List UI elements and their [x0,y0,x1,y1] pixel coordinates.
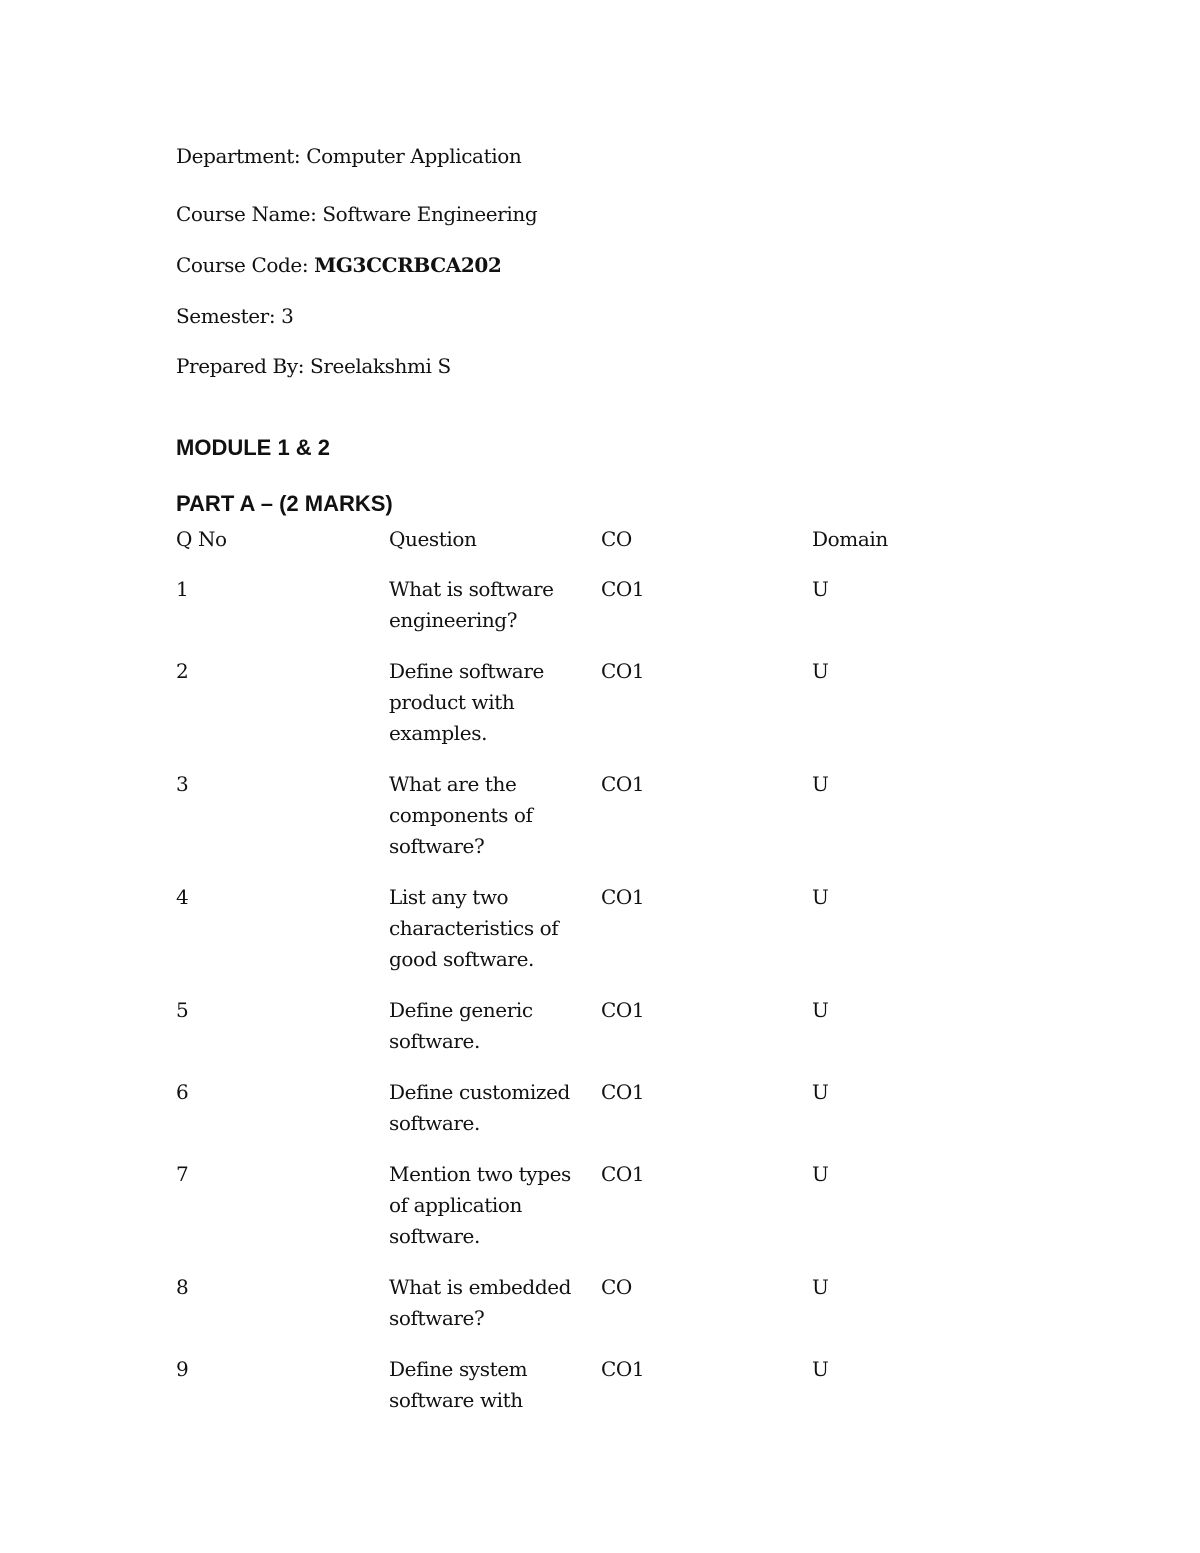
question-text: Define software product with examples. [389,659,544,745]
question-co: CO1 [601,998,645,1022]
question-domain: U [812,1162,829,1186]
question-domain: U [812,1357,829,1381]
question-number: 6 [176,1080,189,1104]
column-header-domain: Domain [812,527,888,551]
question-domain: U [812,1080,829,1104]
question-domain: U [812,577,829,601]
semester-line [176,303,293,329]
department-line [176,143,521,169]
question-co: CO [601,1275,632,1299]
question-domain: U [812,998,829,1022]
question-text: What are the components of software? [389,772,533,858]
question-number: 7 [176,1162,189,1186]
department-label: Department: [176,144,301,168]
question-co: CO1 [601,577,645,601]
question-domain: U [812,659,829,683]
prepared-by-value: Sreelakshmi S [310,354,451,378]
question-domain: U [812,772,829,796]
department-value: Computer Application [306,144,522,168]
question-number: 9 [176,1357,189,1381]
question-co: CO1 [601,1080,645,1104]
question-co: CO1 [601,885,645,909]
question-co: CO1 [601,1357,645,1381]
question-domain: U [812,885,829,909]
course-name-value: Software Engineering [322,202,538,226]
course-name-label: Course Name: [176,202,317,226]
question-text: Define generic software. [389,998,533,1053]
question-number: 2 [176,659,189,683]
module-title: MODULE 1 & 2 [176,435,331,460]
course-code-value: MG3CCRBCA202 [314,253,502,277]
question-co: CO1 [601,1162,645,1186]
course-code-label: Course Code: [176,253,309,277]
question-domain: U [812,1275,829,1299]
question-number: 1 [176,577,189,601]
column-header-question: Question [389,527,477,551]
part-title: PART A – (2 MARKS) [176,491,393,516]
question-co: CO1 [601,659,645,683]
prepared-by-line [176,353,451,379]
column-header-co: CO [601,527,632,551]
semester-value: 3 [281,304,294,328]
question-number: 3 [176,772,189,796]
question-number: 4 [176,885,189,909]
question-co: CO1 [601,772,645,796]
question-text: What is embedded software? [389,1275,572,1330]
question-number: 5 [176,998,189,1022]
column-header-qno: Q No [176,527,227,551]
course-name-line [176,201,537,227]
question-text: Mention two types of application software. [389,1162,571,1248]
question-text: What is software engineering? [389,577,554,632]
semester-label: Semester: [176,304,276,328]
question-number: 8 [176,1275,189,1299]
question-text: Define system software with [389,1357,528,1412]
prepared-by-label: Prepared By: [176,354,305,378]
question-text: Define customized software. [389,1080,570,1135]
course-code-line [176,252,501,278]
question-text: List any two characteristics of good software. [389,885,559,971]
